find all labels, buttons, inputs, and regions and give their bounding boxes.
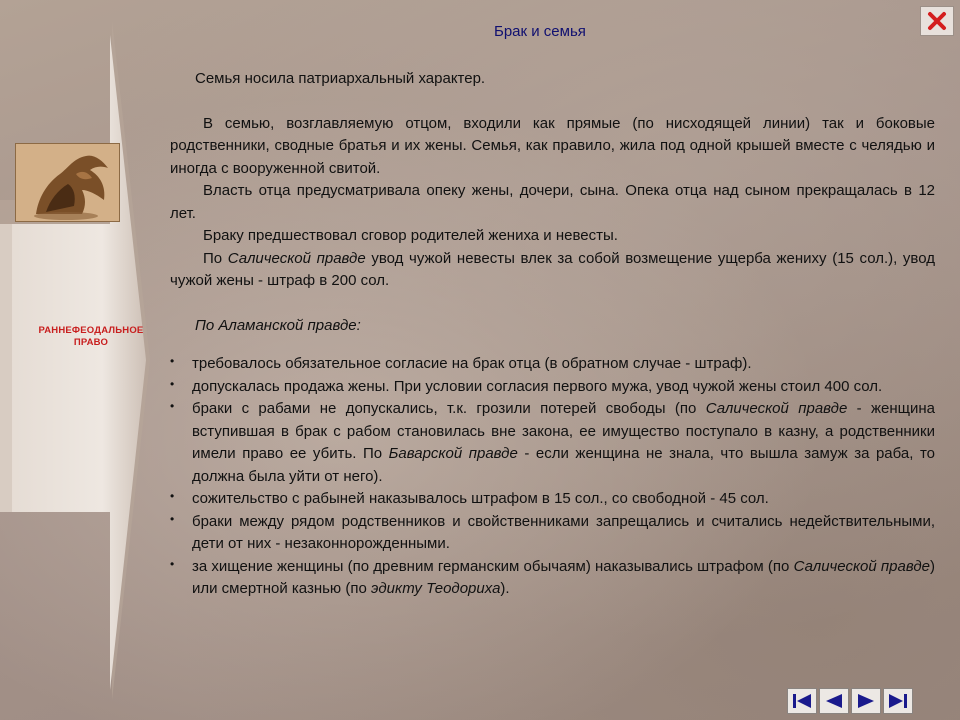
text-segment: ) или смертной казнью (по	[192, 557, 936, 597]
list-item	[170, 353, 935, 376]
paragraph	[170, 180, 935, 225]
text-segment: допускалась продажа жены. При условии согласия первого мужа, увод чужой жены стоил 400 сол.	[192, 377, 883, 395]
italic-source-name: эдикту Теодориха	[370, 580, 501, 597]
text-segment: за хищение женщины (по древним германским обычаям) наказывались штрафом (по	[192, 557, 794, 575]
text-segment: Власть отца предусматривала опеку жены, дочери, сына. Опека отца над сыном прекращалась в 12 лет.	[170, 182, 935, 222]
prev-slide-button[interactable]	[819, 688, 849, 714]
slide-title: Брак и семья	[494, 23, 586, 40]
text-segment: - если женщина не знала, что вышла замуж за раба, то должна была уйти от него).	[192, 445, 935, 485]
list-item	[170, 488, 935, 511]
first-slide-button[interactable]	[787, 688, 817, 714]
prev-icon	[823, 692, 845, 710]
intro-paragraph: Семья носила патриархальный характер.	[195, 70, 486, 87]
list-item	[170, 556, 935, 601]
paragraph	[170, 113, 935, 181]
slide-navigation	[787, 688, 913, 714]
last-icon	[887, 692, 909, 710]
sidebar-section-label: РАННЕФЕОДАЛЬНОЕ ПРАВО	[38, 325, 144, 348]
list-item	[170, 376, 935, 399]
text-segment: В семью, возглавляемую отцом, входили как прямые (по нисходящей линии) так и боковые родственники, сводные братья и их жены. Семья, как правило, жила под одной крышей вместе с челядью и иногда с вооруженной свитой.	[170, 114, 935, 177]
text-segment: Браку предшествовал сговор родителей жениха и невесты.	[203, 227, 618, 244]
first-icon	[791, 692, 813, 710]
slide-content	[170, 68, 935, 601]
next-slide-button[interactable]	[851, 688, 881, 714]
list-item	[170, 398, 935, 488]
text-segment: требовалось обязательное согласие на брак отца (в обратном случае - штраф).	[192, 355, 752, 372]
italic-source-name: Салической правде	[793, 557, 931, 575]
bullet-list	[170, 353, 935, 601]
sidebar-thumbnail	[15, 143, 120, 222]
text-segment: браки между рядом родственников и свойственниками запрещались и считались недействительными, дети от них - незаконнорожденными.	[192, 512, 935, 552]
text-segment: сожительство с рабыней наказывалось штрафом в 15 сол., со свободной - 45 сол.	[192, 490, 769, 507]
text-segment: - женщина вступившая в брак с рабом становилась вне закона, ее имущество поступало в казну, а родственники имели право ее убить. По	[192, 400, 936, 462]
paragraph	[170, 225, 935, 248]
sculpture-image	[16, 144, 120, 222]
text-segment: По	[203, 249, 228, 267]
close-button[interactable]	[920, 6, 954, 36]
text-segment: ).	[500, 580, 510, 597]
italic-source-name: Салической правде	[705, 400, 848, 417]
italic-source-name: Салической правде	[227, 249, 366, 267]
sidebar	[0, 0, 150, 720]
paragraph-group	[170, 113, 935, 293]
list-item	[170, 511, 935, 556]
subheading: По Аламанской правде:	[195, 316, 361, 334]
next-icon	[855, 692, 877, 710]
sidebar-ribbon	[0, 0, 150, 720]
close-icon	[926, 10, 948, 32]
text-segment: браки с рабами не допускались, т.к. грозили потерей свободы (по	[192, 400, 706, 417]
paragraph	[170, 248, 935, 293]
text-segment: увод чужой невесты влек за собой возмещение ущерба жениху (15 сол.), увод чужой жены - штраф в 200 сол.	[170, 249, 935, 289]
italic-source-name: Баварской правде	[388, 445, 518, 462]
last-slide-button[interactable]	[883, 688, 913, 714]
